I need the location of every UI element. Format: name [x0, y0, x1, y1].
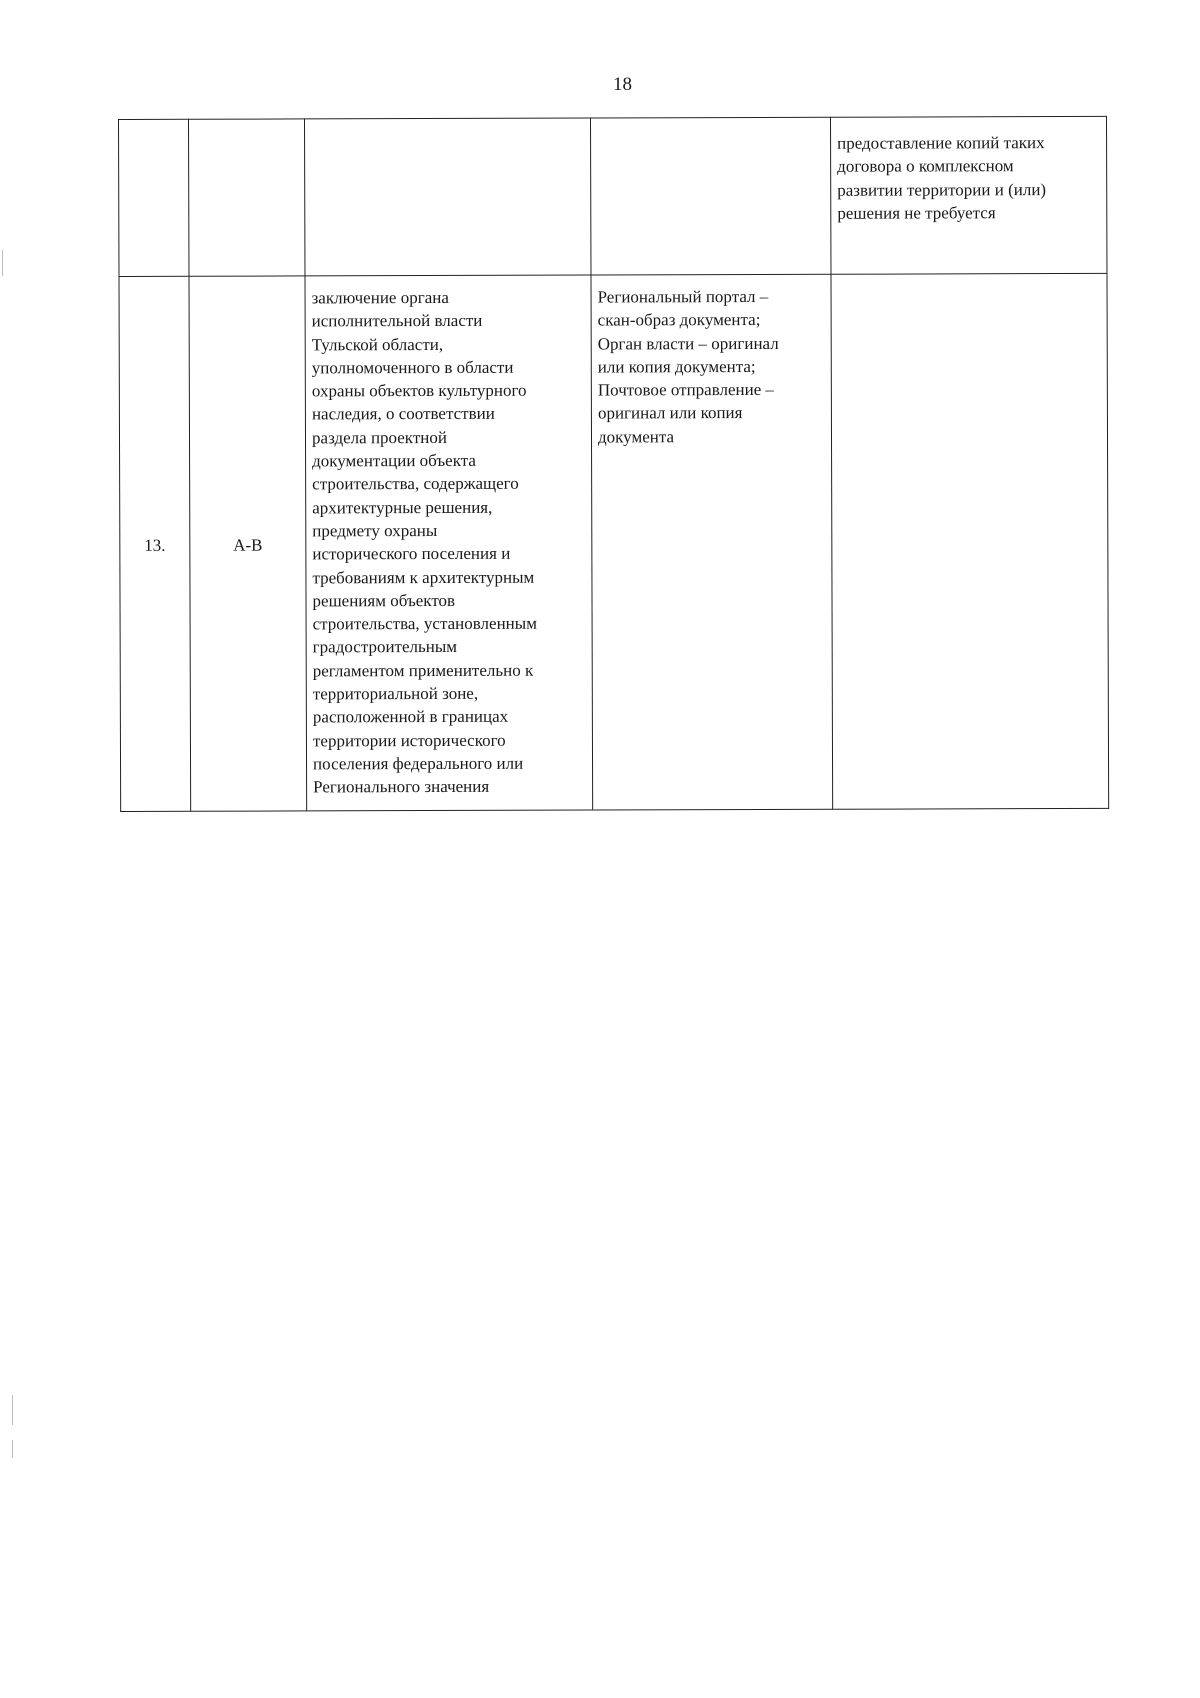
row-code-cell [189, 119, 305, 276]
row-code-cell [189, 276, 307, 811]
row-number: 13. [144, 536, 166, 556]
note-cell [831, 273, 1109, 809]
document-cell [305, 275, 593, 811]
submission-method-text: Региональный портал – скан-образ документа; Орган власти – оригинал или копия документа; Почтовое отправление – оригинал или копия документа [597, 286, 779, 447]
submission-method-cell [591, 274, 833, 810]
row-code: А-В [233, 535, 263, 555]
note-text [838, 284, 1101, 285]
scan-artifact [12, 1395, 13, 1425]
requirements-table [118, 116, 1109, 812]
note-cell [830, 116, 1106, 274]
note-text: предоставление копий таких договора о комплексном развитии территории и (или) решения не требуется [837, 133, 1047, 223]
scan-artifact [2, 250, 3, 276]
document-text: заключение органа исполнительной власти Тульской области, уполномоченного в области охраны объектов культурного наследия, о соответствии раздела проектной документации объекта строительства, содержащего архитектурные решения, предмету охраны исторического поселения и требованиям к архитектурным решениям объектов строительства, установленным градостроительным регламентом применительно к территориальной зоне, расположенной в границах территории исторического поселения федерального или Регионального значения [311, 287, 537, 797]
page-number: 18 [613, 74, 632, 95]
row-number-cell [119, 276, 191, 811]
scan-artifact [12, 1440, 13, 1458]
table-row [119, 116, 1107, 276]
row-number-cell [119, 119, 189, 276]
table-row [119, 273, 1109, 811]
submission-method-text [597, 132, 824, 133]
document-cell [305, 118, 591, 276]
submission-method-cell [590, 117, 830, 275]
document-text [311, 133, 584, 134]
